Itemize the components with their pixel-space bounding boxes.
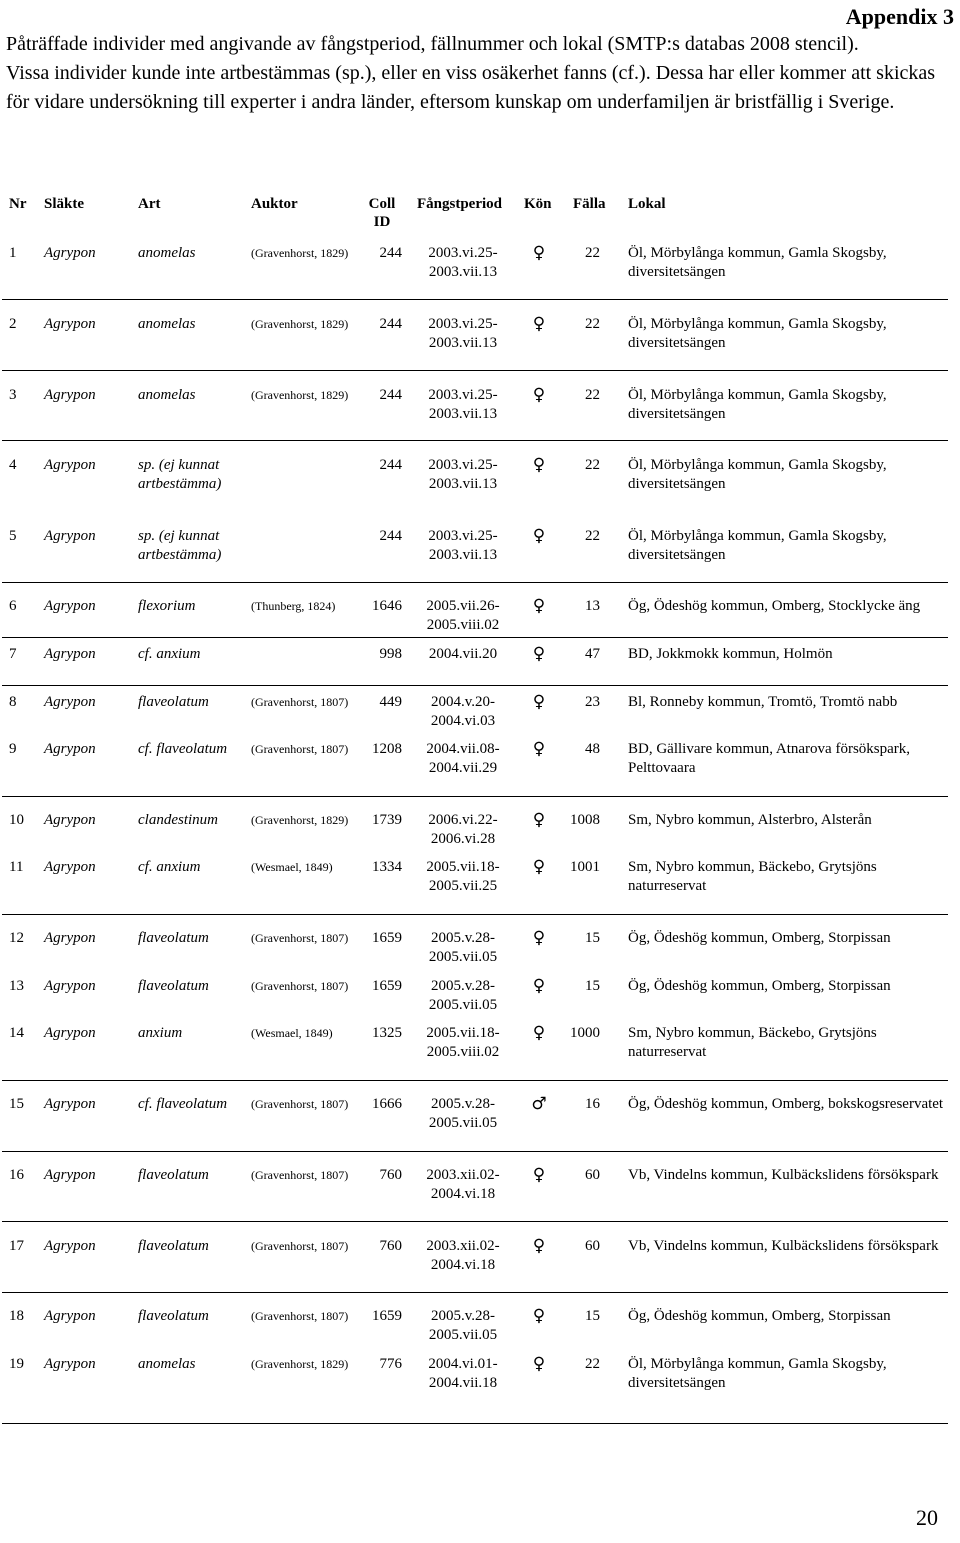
row-period: 2005.v.28- 2005.vii.05 [428,1096,498,1131]
row-trap: 1008 [570,812,600,828]
row-genus: Agrypon [44,1356,96,1372]
row-divider [2,1423,948,1424]
row-sex: ♀ [532,1354,546,1374]
row-trap: 22 [585,387,600,403]
row-trap: 22 [585,245,600,261]
row-species: cf. flaveolatum [138,1096,228,1112]
row-author: (Gravenhorst, 1807) [251,695,349,709]
row-genus: Agrypon [44,528,96,544]
row-author: (Gravenhorst, 1807) [251,979,349,993]
row-author: (Gravenhorst, 1807) [251,742,349,756]
row-locality: Öl, Mörbylånga kommun, Gamla Skogsby, diversitetsängen [628,316,887,351]
row-author: (Gravenhorst, 1829) [251,1357,349,1371]
row-species: anomelas [138,387,196,403]
row-sex: ♀ [532,596,546,616]
row-nr: 17 [9,1238,24,1254]
row-locality: Ög, Ödeshög kommun, Omberg, Storpissan [628,1308,891,1324]
row-trap: 13 [585,598,600,614]
row-divider [2,914,948,915]
row-divider [2,685,948,686]
row-divider [2,299,948,300]
row-trap: 1001 [570,859,600,875]
row-genus: Agrypon [44,812,96,828]
row-period: 2003.vi.25- 2003.vii.13 [428,245,498,280]
row-divider [2,1221,948,1222]
row-period: 2005.v.28- 2005.vii.05 [428,978,498,1013]
row-nr: 6 [9,598,17,614]
row-sex: ♀ [532,692,546,712]
row-genus: Agrypon [44,978,96,994]
row-locality: BD, Jokkmokk kommun, Holmön [628,646,833,662]
row-genus: Agrypon [44,316,96,332]
row-trap: 22 [585,1356,600,1372]
row-period: 2005.vii.18- 2005.viii.02 [426,1025,500,1060]
row-nr: 12 [9,930,24,946]
row-period: 2003.vi.25- 2003.vii.13 [428,528,498,563]
header-sex: Kön [524,196,552,212]
row-trap: 60 [585,1167,600,1183]
row-coll-id: 1334 [372,859,402,875]
row-period: 2003.xii.02- 2004.vi.18 [426,1167,500,1202]
row-nr: 15 [9,1096,24,1112]
row-author: (Gravenhorst, 1807) [251,1239,349,1253]
row-locality: Ög, Ödeshög kommun, Omberg, bokskogsreservatet [628,1096,944,1112]
row-divider [2,440,948,441]
row-trap: 22 [585,316,600,332]
row-locality: Öl, Mörbylånga kommun, Gamla Skogsby, diversitetsängen [628,245,887,280]
row-author: (Thunberg, 1824) [251,599,336,613]
row-genus: Agrypon [44,741,96,757]
row-nr: 10 [9,812,24,828]
row-sex: ♀ [532,976,546,996]
row-period: 2005.vii.26- 2005.viii.02 [426,598,500,633]
row-coll-id: 1659 [372,1308,402,1324]
row-locality: Vb, Vindelns kommun, Kulbäckslidens försökspark [628,1167,939,1183]
row-period: 2004.vii.20 [428,646,498,662]
header-trap: Fälla [573,196,606,212]
row-sex: ♀ [532,739,546,759]
row-locality: Öl, Mörbylånga kommun, Gamla Skogsby, diversitetsängen [628,1356,887,1391]
row-divider [2,1080,948,1081]
row-coll-id: 1659 [372,978,402,994]
row-period: 2005.v.28- 2005.vii.05 [428,1308,498,1343]
intro-line-1: Påträffade individer med angivande av fångstperiod, fällnummer och lokal (SMTP:s databas 2008 stencil). [6,33,859,55]
row-genus: Agrypon [44,1096,96,1112]
row-sex: ♂ [531,1094,547,1114]
row-author: (Gravenhorst, 1807) [251,1309,349,1323]
row-locality: Sm, Nybro kommun, Bäckebo, Grytsjöns naturreservat [628,1025,877,1060]
row-genus: Agrypon [44,694,96,710]
row-period: 2005.vii.18- 2005.vii.25 [426,859,500,894]
row-divider [2,637,948,638]
row-nr: 16 [9,1167,24,1183]
row-trap: 15 [585,978,600,994]
row-nr: 18 [9,1308,24,1324]
row-sex: ♀ [532,455,546,475]
row-species: flaveolatum [138,1238,209,1254]
row-species: flaveolatum [138,1167,209,1183]
row-divider [2,1292,948,1293]
row-period: 2004.v.20- 2004.vi.03 [430,694,496,729]
row-species: anomelas [138,245,196,261]
row-period: 2003.vi.25- 2003.vii.13 [428,387,498,422]
row-species: anomelas [138,316,196,332]
row-species: clandestinum [138,812,218,828]
row-nr: 13 [9,978,24,994]
row-nr: 3 [9,387,17,403]
row-author: (Gravenhorst, 1829) [251,246,349,260]
header-species: Art [138,196,161,212]
row-species: flaveolatum [138,1308,209,1324]
row-nr: 2 [9,316,17,332]
row-locality: BD, Gällivare kommun, Atnarova försökspark, Pelttovaara [628,741,911,776]
row-genus: Agrypon [44,1167,96,1183]
row-sex: ♀ [532,928,546,948]
row-trap: 60 [585,1238,600,1254]
row-nr: 7 [9,646,17,662]
header-period: Fångstperiod [417,196,503,212]
row-coll-id: 449 [379,694,402,710]
row-period: 2004.vi.01- 2004.vii.18 [428,1356,498,1391]
row-species: sp. (ej kunnat artbestämma) [138,528,222,563]
row-period: 2003.vi.25- 2003.vii.13 [428,457,498,492]
intro-line-2: Vissa individer kunde inte artbestämmas (sp.), eller en viss osäkerhet fanns (cf.). Dessa har eller kommer att skickas för vidare undersökning till experter i andra länder, eftersom kunskap om underfamiljen är bristfällig i Sverige. [6,62,936,113]
row-species: anomelas [138,1356,196,1372]
row-genus: Agrypon [44,859,96,875]
row-genus: Agrypon [44,1238,96,1254]
row-species: flaveolatum [138,930,209,946]
row-trap: 47 [585,646,600,662]
row-divider [2,1151,948,1152]
row-species: cf. anxium [138,859,201,875]
row-locality: Sm, Nybro kommun, Alsterbro, Alsterån [628,812,872,828]
row-period: 2003.xii.02- 2004.vi.18 [426,1238,500,1273]
row-locality: Öl, Mörbylånga kommun, Gamla Skogsby, diversitetsängen [628,528,887,563]
row-nr: 8 [9,694,17,710]
row-locality: Vb, Vindelns kommun, Kulbäckslidens försökspark [628,1238,939,1254]
row-locality: Ög, Ödeshög kommun, Omberg, Storpissan [628,978,891,994]
row-locality: Sm, Nybro kommun, Bäckebo, Grytsjöns naturreservat [628,859,877,894]
row-sex: ♀ [532,1236,546,1256]
row-coll-id: 244 [379,316,402,332]
row-period: 2006.vi.22- 2006.vi.28 [428,812,498,847]
row-period: 2003.vi.25- 2003.vii.13 [428,316,498,351]
row-coll-id: 1666 [372,1096,402,1112]
header-locality: Lokal [628,196,666,212]
row-sex: ♀ [532,526,546,546]
row-trap: 22 [585,457,600,473]
row-author: (Gravenhorst, 1807) [251,1097,349,1111]
row-genus: Agrypon [44,1025,96,1041]
header-nr: Nr [9,196,27,212]
row-sex: ♀ [532,644,546,664]
row-sex: ♀ [532,1165,546,1185]
row-nr: 11 [9,859,24,875]
row-sex: ♀ [532,810,546,830]
row-trap: 22 [585,528,600,544]
row-trap: 48 [585,741,600,757]
header-author: Auktor [251,196,298,212]
row-genus: Agrypon [44,598,96,614]
row-species: cf. anxium [138,646,201,662]
row-nr: 1 [9,245,17,261]
row-sex: ♀ [532,1306,546,1326]
row-coll-id: 244 [379,528,402,544]
row-coll-id: 244 [379,387,402,403]
row-trap: 15 [585,930,600,946]
row-trap: 1000 [570,1025,600,1041]
row-divider [2,370,948,371]
row-sex: ♀ [532,385,546,405]
header-coll-id: Coll ID [368,196,396,230]
row-period: 2005.v.28- 2005.vii.05 [428,930,498,965]
row-author: (Gravenhorst, 1829) [251,813,349,827]
row-divider [2,582,948,583]
row-sex: ♀ [532,243,546,263]
row-coll-id: 1659 [372,930,402,946]
row-species: cf. flaveolatum [138,741,228,757]
row-coll-id: 760 [379,1238,402,1254]
row-species: flaveolatum [138,978,209,994]
page-number: 20 [916,1505,938,1530]
row-coll-id: 998 [379,646,402,662]
row-author: (Gravenhorst, 1829) [251,317,349,331]
row-author: (Wesmael, 1849) [251,860,333,874]
row-coll-id: 1739 [372,812,402,828]
row-genus: Agrypon [44,646,96,662]
header-genus: Släkte [44,196,85,212]
row-species: flaveolatum [138,694,209,710]
row-species: flexorium [138,598,196,614]
row-locality: Öl, Mörbylånga kommun, Gamla Skogsby, diversitetsängen [628,457,887,492]
row-genus: Agrypon [44,930,96,946]
row-locality: Öl, Mörbylånga kommun, Gamla Skogsby, diversitetsängen [628,387,887,422]
row-coll-id: 1208 [372,741,402,757]
row-genus: Agrypon [44,457,96,473]
row-species: sp. (ej kunnat artbestämma) [138,457,222,492]
row-author: (Gravenhorst, 1829) [251,388,349,402]
row-nr: 4 [9,457,17,473]
row-locality: Ög, Ödeshög kommun, Omberg, Stocklycke äng [628,598,921,614]
row-coll-id: 760 [379,1167,402,1183]
row-author: (Gravenhorst, 1807) [251,931,349,945]
row-species: anxium [138,1025,183,1041]
row-divider [2,796,948,797]
row-nr: 5 [9,528,17,544]
row-author: (Wesmael, 1849) [251,1026,333,1040]
row-sex: ♀ [532,314,546,334]
row-locality: Ög, Ödeshög kommun, Omberg, Storpissan [628,930,891,946]
row-coll-id: 1646 [372,598,402,614]
row-coll-id: 1325 [372,1025,402,1041]
row-sex: ♀ [532,1023,546,1043]
row-coll-id: 244 [379,245,402,261]
row-author: (Gravenhorst, 1807) [251,1168,349,1182]
row-trap: 16 [585,1096,600,1112]
row-locality: Bl, Ronneby kommun, Tromtö, Tromtö nabb [628,694,898,710]
row-trap: 15 [585,1308,600,1324]
appendix-heading: Appendix 3 [845,4,954,29]
row-sex: ♀ [532,857,546,877]
row-period: 2004.vii.08- 2004.vii.29 [426,741,500,776]
row-genus: Agrypon [44,245,96,261]
row-nr: 19 [9,1356,24,1372]
row-genus: Agrypon [44,1308,96,1324]
row-nr: 9 [9,741,17,757]
row-coll-id: 776 [379,1356,402,1372]
row-coll-id: 244 [379,457,402,473]
row-trap: 23 [585,694,600,710]
row-nr: 14 [9,1025,24,1041]
row-genus: Agrypon [44,387,96,403]
